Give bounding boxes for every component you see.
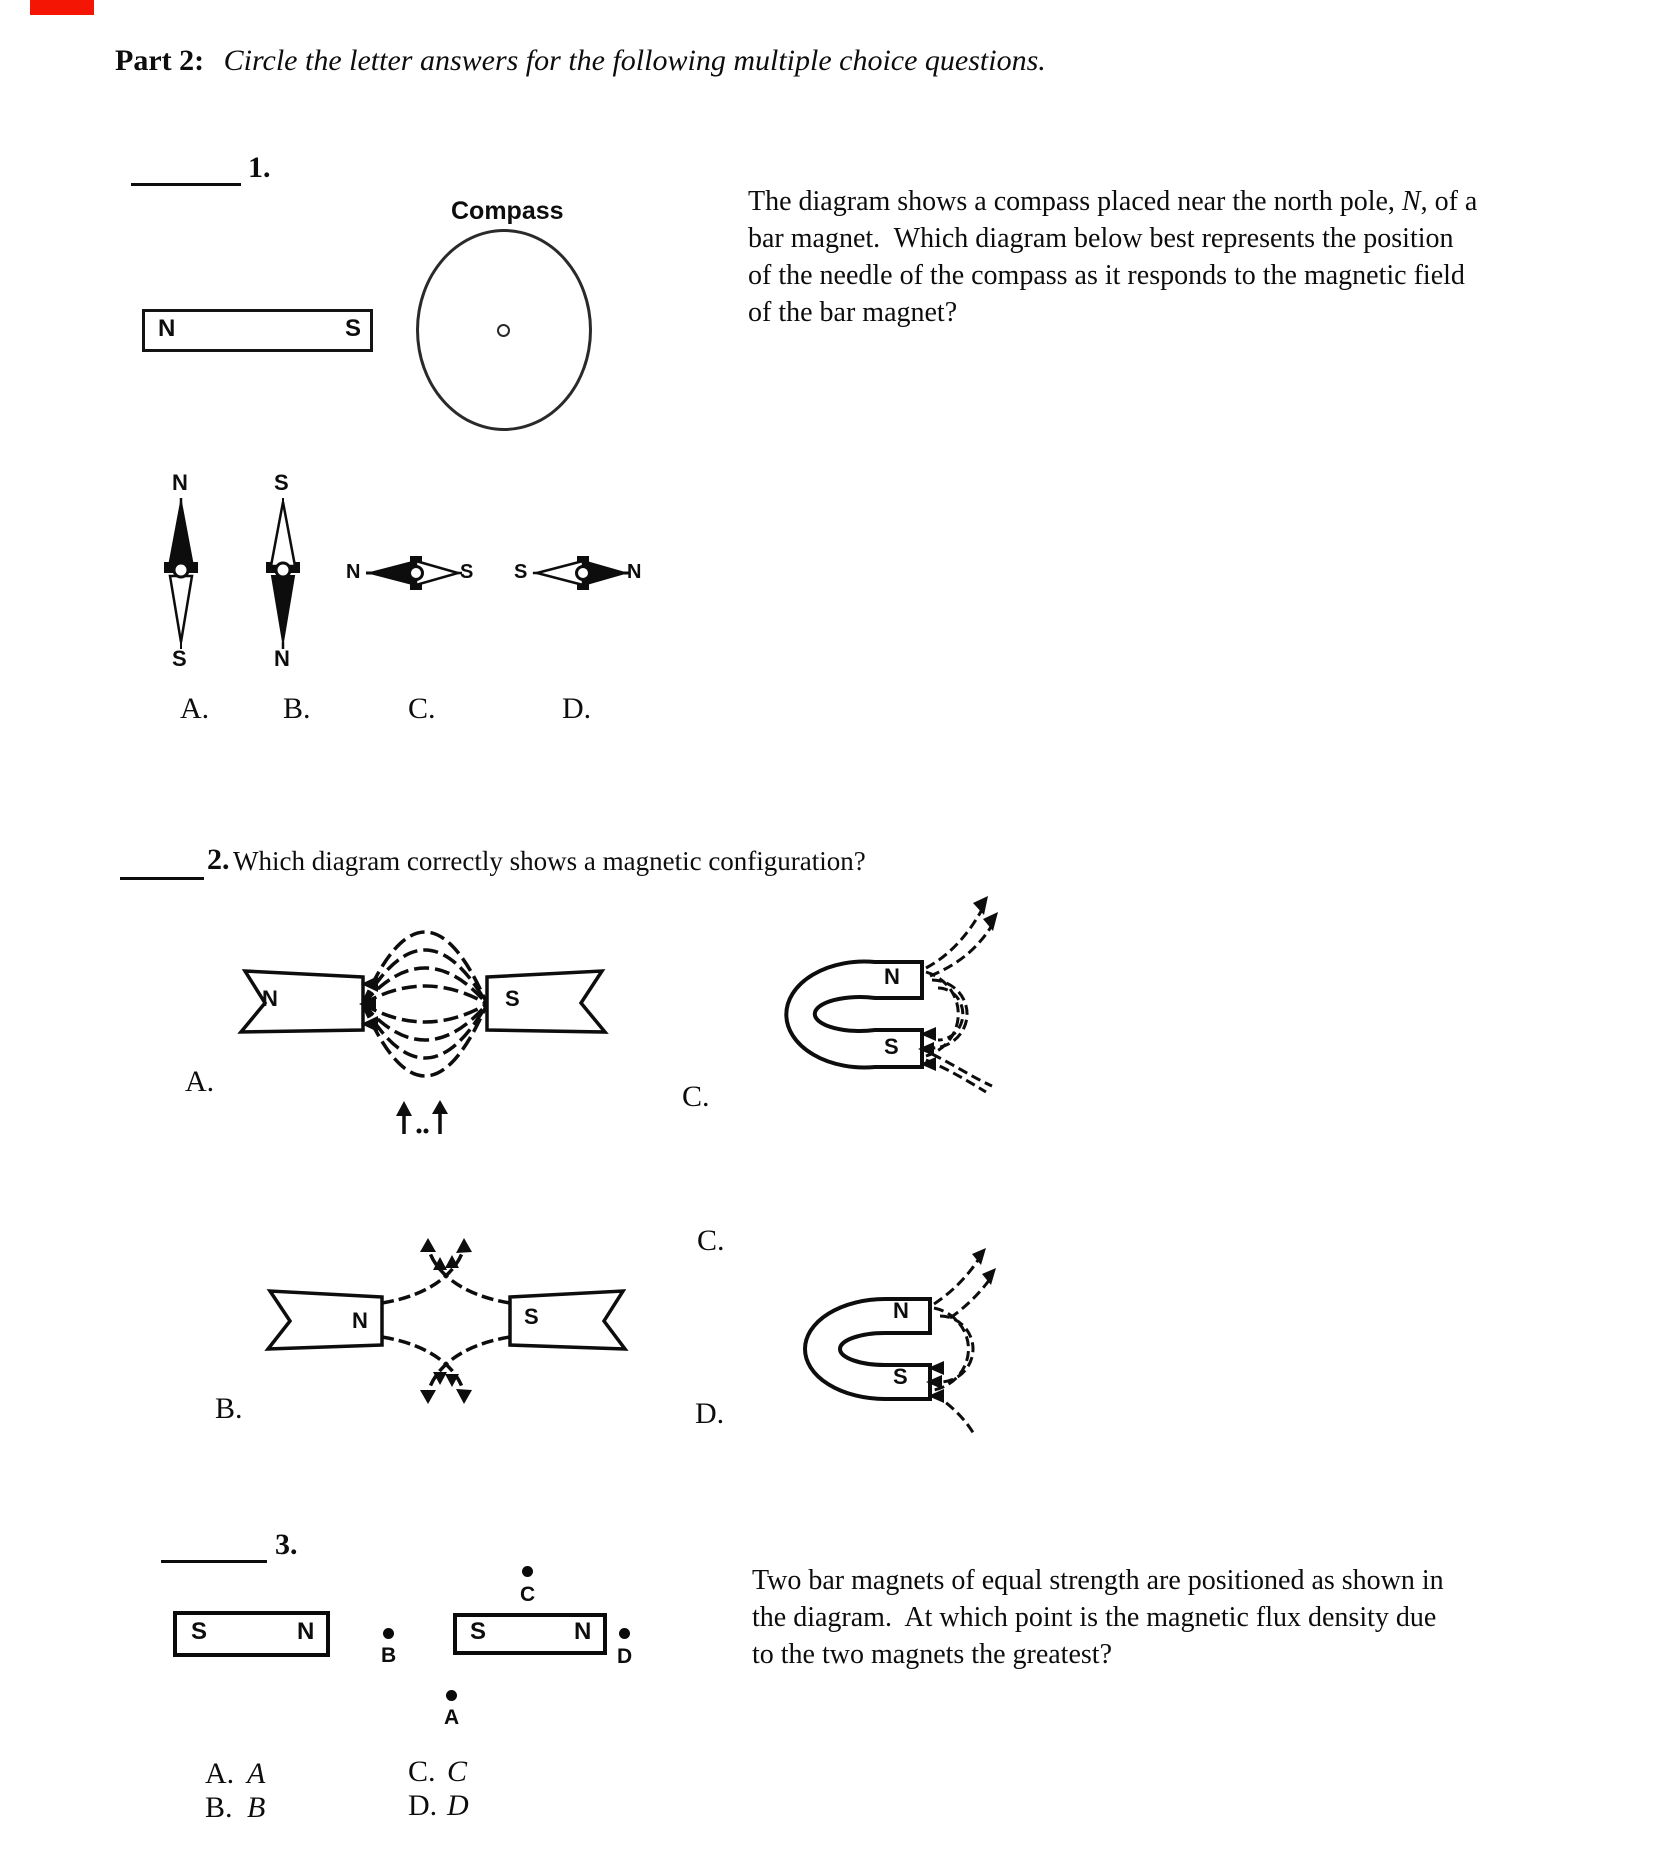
q3-point-b-dot <box>383 1628 394 1639</box>
q3-text-line2: the diagram. At which point is the magnetic flux density due <box>752 1602 1437 1633</box>
q1-optD-left-pole-label: S <box>514 561 528 583</box>
q1-optB-top-pole-label: S <box>274 470 289 495</box>
red-scan-marker <box>30 0 94 15</box>
q2-figA-north-pole-label: N <box>262 986 278 1011</box>
q1-bar-magnet-south-label: S <box>345 315 362 342</box>
q1-option-letter-d: D. <box>562 692 592 725</box>
q1-answer-blank <box>131 183 241 186</box>
q2-figD-north-pole-label: N <box>893 1298 909 1323</box>
q3-point-d-label: D <box>617 1645 633 1668</box>
q3-answer-d-value: D <box>447 1789 469 1822</box>
q2-figC-north-pole-label: N <box>884 964 900 989</box>
part2-heading-instructions: Circle the letter answers for the following multiple choice questions. <box>223 44 1046 77</box>
q2-figA-up-arrows-icon <box>392 1100 456 1136</box>
q3-answer-b-value: B <box>247 1791 266 1824</box>
q3-point-b-label: B <box>381 1644 397 1667</box>
q2-figC-south-pole-label: S <box>884 1034 899 1059</box>
q3-answer-blank <box>161 1560 267 1563</box>
q1-optD-right-pole-label: N <box>627 561 642 583</box>
q3-answer-a-value: A <box>247 1757 266 1790</box>
q3-question-text <box>752 1562 1444 1673</box>
q3-text-line3: to the two magnets the greatest? <box>752 1639 1112 1670</box>
q2-figA-letter: A. <box>185 1065 215 1098</box>
q1-optB-compass-needle <box>261 498 305 650</box>
q1-optA-compass-needle <box>159 498 203 650</box>
q1-bar-magnet-north-label: N <box>158 315 176 342</box>
q3-point-c-dot <box>522 1566 533 1577</box>
q1-option-letter-c: C. <box>408 692 436 725</box>
q3-point-d-dot <box>619 1628 630 1639</box>
q1-optC-right-pole-label: S <box>460 561 474 583</box>
q3-point-c-label: C <box>520 1583 536 1606</box>
q2-figC-letter: C. <box>682 1080 710 1113</box>
q2-figB-letter: B. <box>215 1392 243 1425</box>
q1-optC-compass-needle <box>366 553 462 593</box>
q1-text-line2: bar magnet. Which diagram below best represents the position <box>748 223 1454 254</box>
q3-text-line1: Two bar magnets of equal strength are positioned as shown in <box>752 1565 1444 1596</box>
q2-figB-north-pole-label: N <box>352 1308 368 1333</box>
q1-text-line4: of the bar magnet? <box>748 297 958 328</box>
q1-number: 1. <box>248 151 271 184</box>
q2-clipped-label-artifact: C. <box>697 1224 725 1257</box>
q1-option-letter-a: A. <box>180 692 210 725</box>
q3-answer-b-letter: B. <box>205 1791 233 1824</box>
q3-number: 3. <box>275 1528 298 1561</box>
q3-right-magnet-north-label: N <box>574 1618 592 1645</box>
q2-number: 2. <box>207 843 230 876</box>
q3-point-a-label: A <box>444 1706 460 1729</box>
q2-figD-south-pole-label: S <box>893 1364 908 1389</box>
q1-optB-bottom-pole-label: N <box>274 646 290 671</box>
q2-figB-repulsion-field-diagram <box>252 1237 637 1412</box>
q3-answer-d-letter: D. <box>408 1789 438 1822</box>
q3-right-magnet-south-label: S <box>470 1618 487 1645</box>
q3-left-magnet-south-label: S <box>191 1618 208 1645</box>
q1-question-text <box>748 183 1477 331</box>
q1-optC-left-pole-label: N <box>346 561 361 583</box>
q1-option-letter-b: B. <box>283 692 311 725</box>
q1-optD-compass-needle <box>533 553 629 593</box>
part2-heading <box>115 44 1046 78</box>
q1-bar-magnet <box>142 309 373 352</box>
q2-figB-south-pole-label: S <box>524 1304 539 1329</box>
part2-heading-bold: Part 2: <box>115 44 205 77</box>
q2-figC-horseshoe-magnet-diagram <box>780 888 1005 1106</box>
q3-left-magnet-north-label: N <box>297 1618 315 1645</box>
q3-answer-c-value: C <box>447 1755 468 1788</box>
q2-answer-blank <box>120 877 204 880</box>
q2-figA-south-pole-label: S <box>505 986 520 1011</box>
q1-text-line1: The diagram shows a compass placed near the north pole, N, of a <box>748 186 1478 217</box>
q2-figD-letter: D. <box>695 1397 725 1430</box>
q1-text-line3: of the needle of the compass as it responds to the magnetic field <box>748 260 1465 291</box>
q3-point-a-dot <box>446 1690 457 1701</box>
compass-label: Compass <box>451 197 564 225</box>
q2-question-text: Which diagram correctly shows a magnetic configuration? <box>233 846 866 876</box>
q1-optA-top-pole-label: N <box>172 470 188 495</box>
q3-answer-c-letter: C. <box>408 1755 436 1788</box>
q2-figD-horseshoe-magnet-diagram <box>790 1248 1005 1448</box>
compass-center-dot <box>497 324 510 337</box>
q3-answer-a-letter: A. <box>205 1757 235 1790</box>
q1-optA-bottom-pole-label: S <box>172 646 187 671</box>
